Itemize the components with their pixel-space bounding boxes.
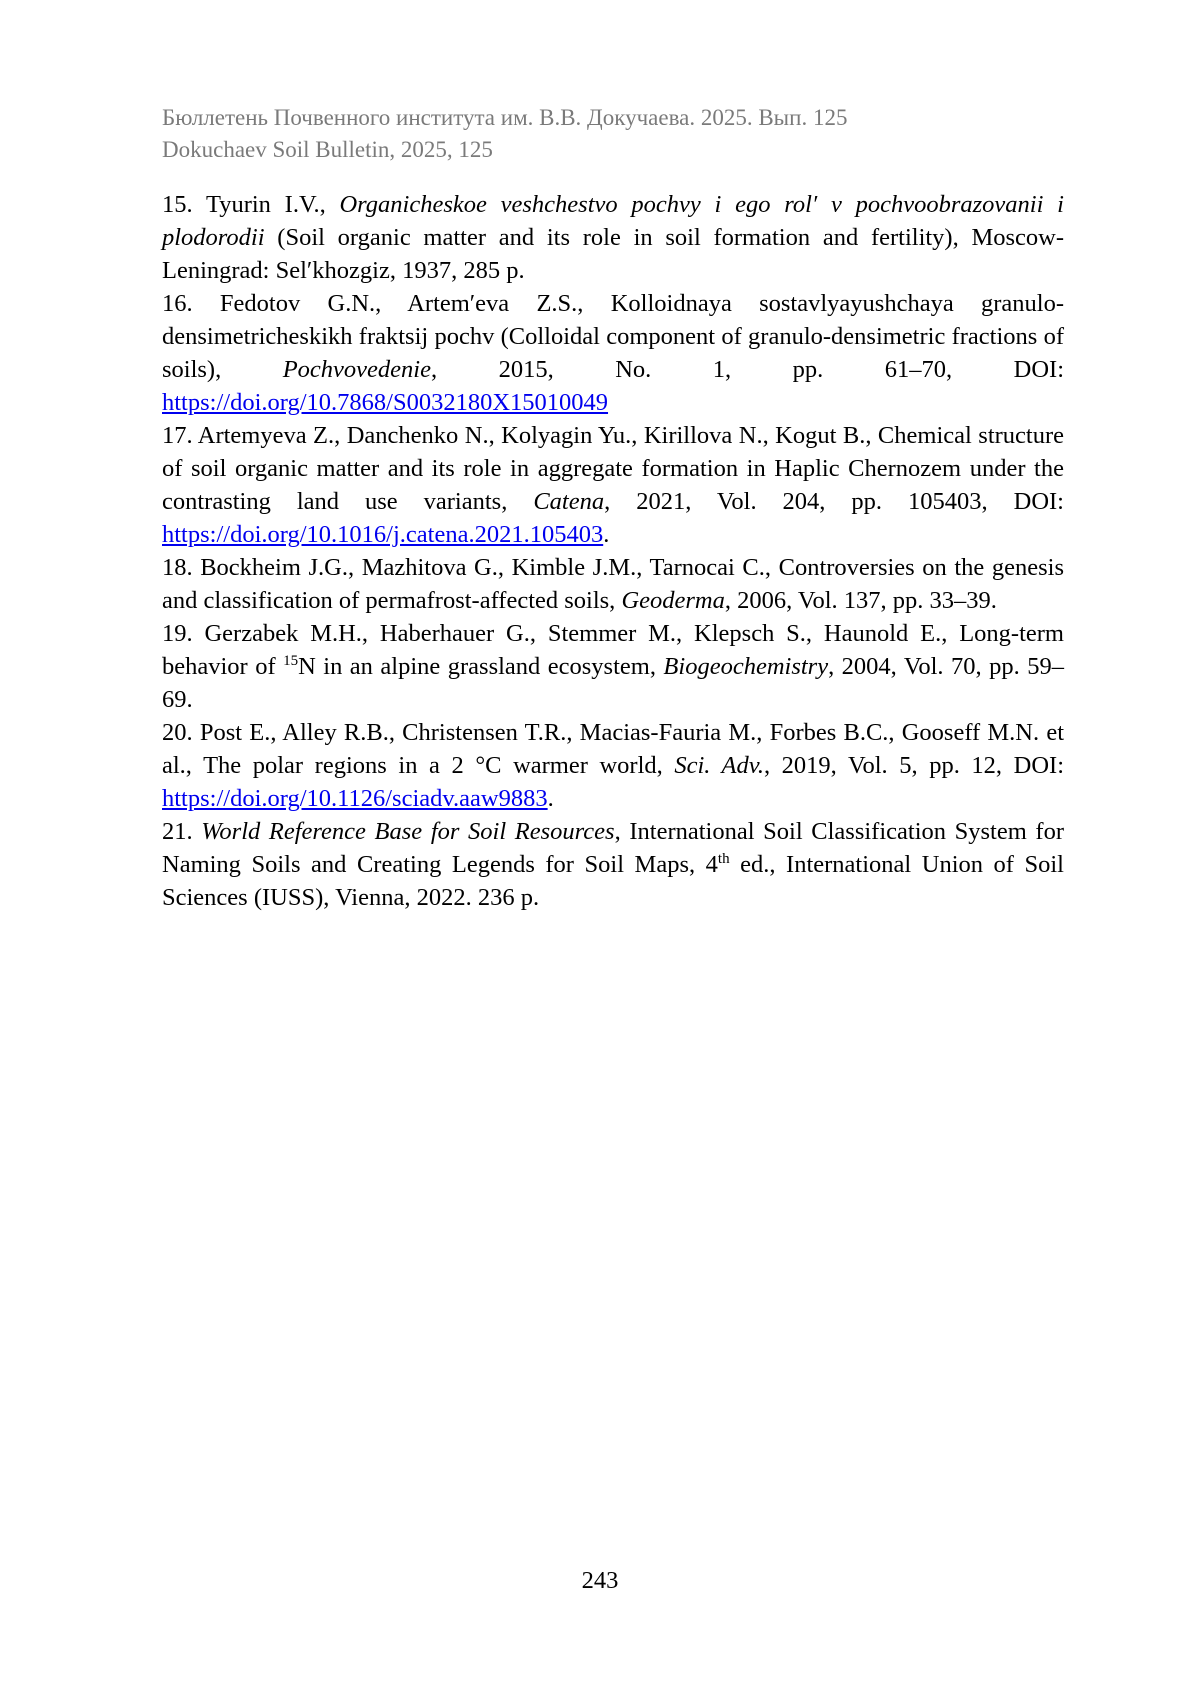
reference-journal: Biogeochemistry xyxy=(663,653,829,680)
reference-details: (Soil organic matter and its role in soil formation and fertility), Moscow-Leningrad: Sel′khozgiz, 1937, 285 p. xyxy=(162,224,1064,284)
doi-link[interactable]: https://doi.org/10.7868/S0032180X15010049 xyxy=(162,389,609,416)
running-header xyxy=(162,102,1062,166)
reference-text: Post E., Alley R.B., Christensen T.R., Macias-Fauria M., Forbes B.C., Gooseff M.N. et al., The polar regions in a 2 °C warmer world, xyxy=(162,719,1065,779)
reference-details: ed., International Union of Soil Sciences (IUSS), Vienna, 2022. 236 p. xyxy=(162,851,1064,911)
reference-number: 20. xyxy=(162,719,193,746)
reference-title: Organicheskoe veshchestvo pochvy i ego rol′ v pochvoobrazovanii i plodorodii xyxy=(162,191,1064,251)
running-header-russian: Бюллетень Почвенного института им. В.В. Докучаева. 2025. Вып. 125 xyxy=(162,105,848,130)
reference-title: World Reference Base for Soil Resources xyxy=(201,818,615,845)
reference-details: , 2004, Vol. 70, pp. 59–69. xyxy=(162,653,1065,713)
reference-details: , 2019, Vol. 5, pp. 12, DOI: xyxy=(763,752,1064,779)
reference-text: Artemyeva Z., Danchenko N., Kolyagin Yu., Kirillova N., Kogut B., Chemical structure of soil organic matter and its role in aggregate formation in Haplic Chernozem under the contrasting land use variants, xyxy=(162,422,1064,515)
reference-number: 16. xyxy=(162,290,193,317)
reference-15 xyxy=(162,188,1064,287)
ordinal-superscript: th xyxy=(717,850,730,867)
reference-number: 19. xyxy=(162,620,193,647)
reference-number: 15. xyxy=(162,191,193,218)
reference-text: Gerzabek M.H., Haberhauer G., Stemmer M., Klepsch S., Haunold E., Long-term behavior of xyxy=(162,620,1064,680)
reference-number: 17. xyxy=(162,422,193,449)
page-number: 243 xyxy=(581,1567,619,1594)
isotope-superscript: 15 xyxy=(283,652,299,669)
reference-19 xyxy=(162,617,1064,716)
reference-number: 21. xyxy=(162,818,193,845)
reference-end: . xyxy=(547,785,554,812)
reference-text: , International Soil Classification System for Naming Soils and Creating Legends for Soil Maps, 4 xyxy=(162,818,1064,878)
reference-journal: Catena xyxy=(533,488,605,515)
reference-list xyxy=(162,188,1064,914)
reference-21 xyxy=(162,815,1064,914)
running-header-english: Dokuchaev Soil Bulletin, 2025, 125 xyxy=(162,137,493,162)
reference-20 xyxy=(162,716,1064,815)
reference-end: . xyxy=(603,521,610,548)
reference-journal: Pochvovedenie xyxy=(282,356,431,383)
reference-17 xyxy=(162,419,1064,551)
doi-link[interactable]: https://doi.org/10.1126/sciadv.aaw9883 xyxy=(162,785,548,812)
reference-number: 18. xyxy=(162,554,193,581)
reference-authors: Tyurin I.V., xyxy=(205,191,340,218)
reference-16 xyxy=(162,287,1064,419)
reference-journal: Geoderma xyxy=(621,587,725,614)
reference-text: Fedotov G.N., Artem′eva Z.S., Kolloidnaya sostavlyayushchaya granulo-densimetricheskikh fraktsij pochv (Colloidal component of granulo-densimetric fractions of soils), xyxy=(162,290,1064,383)
doi-link[interactable]: https://doi.org/10.1016/j.catena.2021.105403 xyxy=(162,521,604,548)
reference-18 xyxy=(162,551,1064,617)
reference-details: , 2015, No. 1, pp. 61–70, DOI: xyxy=(431,356,1065,383)
reference-text-continued: N in an alpine grassland ecosystem, xyxy=(298,653,664,680)
reference-details: , 2021, Vol. 204, pp. 105403, DOI: xyxy=(604,488,1064,515)
reference-details: , 2006, Vol. 137, pp. 33–39. xyxy=(724,587,997,614)
reference-journal: Sci. Adv. xyxy=(674,752,764,779)
reference-text: Bockheim J.G., Mazhitova G., Kimble J.M., Tarnocai C., Controversies on the genesis and classification of permafrost-affected soils, xyxy=(162,554,1065,614)
